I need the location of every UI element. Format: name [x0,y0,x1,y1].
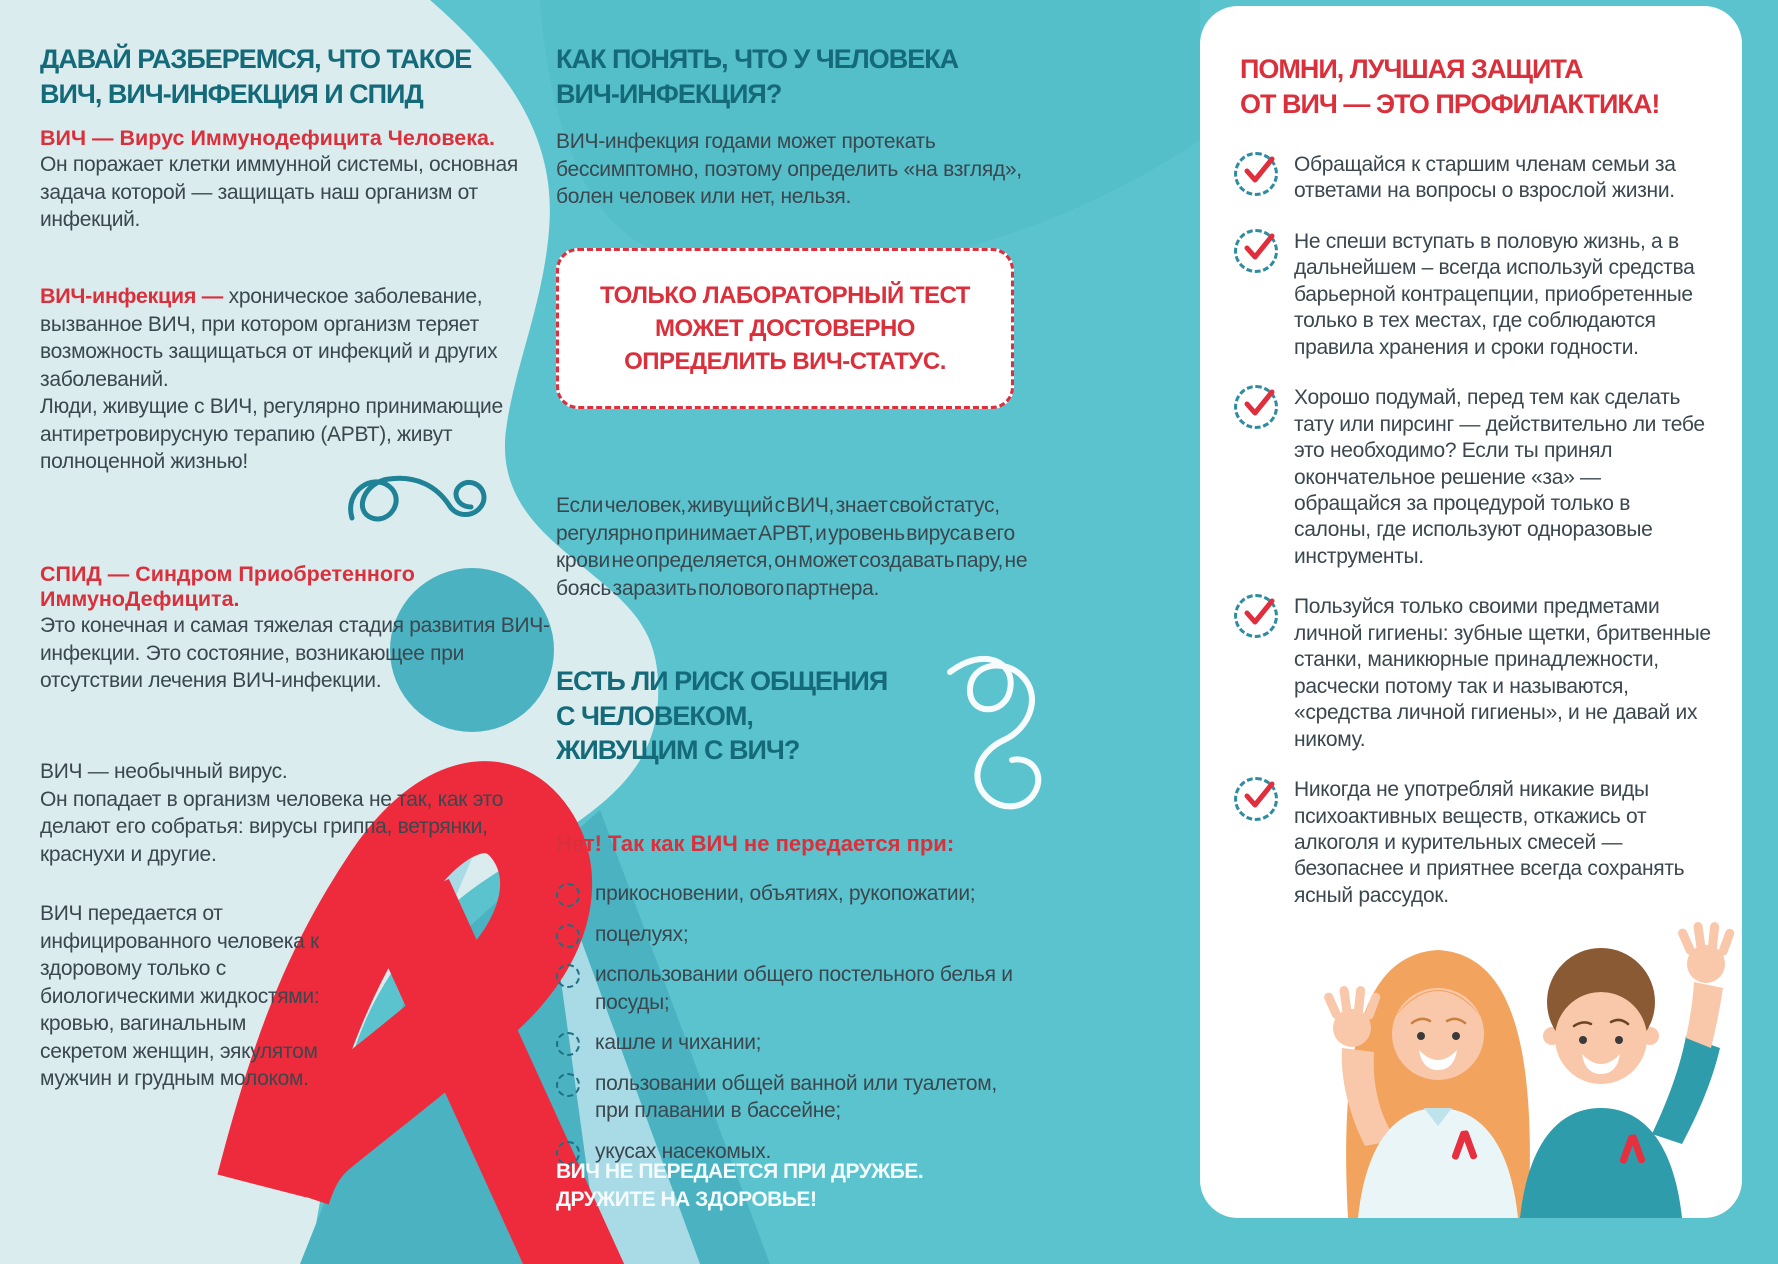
lab-test-callout [556,248,1014,409]
list-item [556,961,1031,1016]
list-item [556,1029,1031,1057]
list-item-label: прикосновении, объятиях, рукопожатии; [595,882,976,905]
panel-heading-line2: ОТ ВИЧ — ЭТО ПРОФИЛАКТИКА! [1240,89,1660,120]
dashed-circle-icon [556,883,580,907]
list-item-label: использовании общего постельного белья и посуды; [595,963,1013,1014]
two-teens-waving-illustration [1200,6,1742,1218]
dashed-circle-icon [556,964,580,988]
prevention-panel [1200,6,1742,1218]
boy-figure [1520,921,1735,1218]
hiv-infection-paragraph [40,282,550,393]
no-transmission-list [556,880,1031,1178]
middle-heading2-line2: С ЧЕЛОВЕКОМ, [556,700,753,731]
friendship-footer-line2: ДРУЖИТЕ НА ЗДОРОВЬЕ! [556,1187,817,1211]
list-item-label: пользовании общей ванной или туалетом, при плавании в бассейне; [595,1071,997,1122]
tip-text: Обращайся к старшим членам семьи за ответами на вопросы о взрослой жизни. [1294,153,1676,203]
list-item [556,880,1031,908]
hiv-definition [40,126,550,234]
dashed-circle-icon [556,924,580,948]
middle-heading2 [556,664,1061,768]
lab-test-line3: ОПРЕДЕЛИТЬ ВИЧ-СТАТУС. [624,348,946,376]
unusual-virus [40,758,550,868]
tip-text: Не спеши вступать в половую жизнь, а в дальнейшем – всегда используй средства барьерной контрацепции, приобретенные только в тех местах, где соблюдаются правила хранения и сроки годности. [1294,229,1695,359]
middle-intro: ВИЧ-инфекция годами может протекать бессимптомно, поэтому определить «на взгляд», болен человек или нет, нельзя. [556,130,1022,208]
list-item-label: укусах насекомых. [595,1139,772,1163]
left-heading-line2: ВИЧ, ВИЧ-ИНФЕКЦИЯ И СПИД [40,78,423,109]
hiv-infection-lead: ВИЧ-инфекция — [40,284,229,308]
transmission-note: ВИЧ передается от инфицированного человека к здоровому только с биологическими жидкостями: кровью, вагинальным секретом женщин, эякулятом мужчин и грудным молоком. [40,902,320,1090]
tip-text: Пользуйся только своими предметами личной гигиены: зубные щетки, бритвенные станки, маникюрные принадлежности, расчески потому так и называются, «средства личной гигиены», и не давай их никому. [1294,595,1711,751]
middle-heading1-line2: ВИЧ-ИНФЕКЦИЯ? [556,78,782,109]
aids-body: Это конечная и самая тяжелая стадия развития ВИЧ-инфекции. Это состояние, возникающее при отсутствии лечения ВИЧ-инфекции. [40,614,550,692]
left-heading-line1: ДАВАЙ РАЗБЕРЕМСЯ, ЧТО ТАКОЕ [40,44,472,74]
middle-heading2-line1: ЕСТЬ ЛИ РИСК ОБЩЕНИЯ [556,666,888,696]
lab-test-line1: ТОЛЬКО ЛАБОРАТОРНЫЙ ТЕСТ [600,282,970,309]
left-heading [40,42,550,111]
arvt-note: Если человек, живущий с ВИЧ, знает свой статус, регулярно принимает АРВТ, и уровень вируса в его крови не определяется, он может создавать пару, не боясь заразить полового партнера. [556,494,1028,600]
aids-lead: СПИД — Синдром Приобретенного ИммуноДефицита. [40,562,415,611]
friendship-footer [556,1158,1061,1214]
hiv-infection-definition [40,282,550,476]
middle-heading2-line3: ЖИВУЩИМ С ВИЧ? [556,735,800,766]
panel-heading-line1: ПОМНИ, ЛУЧШАЯ ЗАЩИТА [1240,54,1583,84]
dashed-circle-icon [556,1073,580,1097]
list-item [556,1070,1031,1125]
middle-heading1 [556,42,1061,111]
hiv-infection-body2: Люди, живущие с ВИЧ, регулярно принимающие антиретровирусную терапию (АРВТ), живут полноценной жизнью! [40,395,503,473]
unusual-virus-line1: ВИЧ — необычный вирус. [40,760,288,783]
tip-text: Никогда не употребляй никакие виды психоактивных веществ, откажись от алкоголя и курительных смесей — безопаснее и приятнее всегда сохранять ясный рассудок. [1294,778,1685,907]
unusual-virus-body: Он попадает в организм человека не так, как это делают его собратья: вирусы гриппа, ветрянки, краснухи и другие. [40,787,504,866]
friendship-footer-line1: ВИЧ НЕ ПЕРЕДАЕТСЯ ПРИ ДРУЖБЕ. [556,1160,924,1183]
lab-test-line2: МОЖЕТ ДОСТОВЕРНО [655,315,915,343]
list-item [556,921,1031,949]
hiv-lead: ВИЧ — Вирус Иммунодефицита Человека. [40,126,495,150]
hiv-body: Он поражает клетки иммунной системы, основная задача которой — защищать наш организм от инфекций. [40,153,518,231]
tip-text: Хорошо подумай, перед тем как сделать тату или пирсинг — действительно ли тебе это необходимо? Если ты принял окончательное решение «за» — обращайся за процедурой только в салоны, где используют одноразовые инструменты. [1294,386,1705,568]
aids-definition [40,562,550,695]
list-item-label: поцелуях; [595,922,689,946]
hiv-infection-body: хроническое заболевание, вызванное ВИЧ, при котором организм теряет возможность защищаться от инфекций и других заболеваний. [40,285,498,391]
list-item-label: кашле и чихании; [595,1031,762,1054]
middle-heading1-line1: КАК ПОНЯТЬ, ЧТО У ЧЕЛОВЕКА [556,44,959,74]
girl-figure [1323,950,1530,1218]
dashed-circle-icon [556,1032,580,1056]
no-risk-lead: Нет! Так как ВИЧ не передается при: [556,831,955,856]
